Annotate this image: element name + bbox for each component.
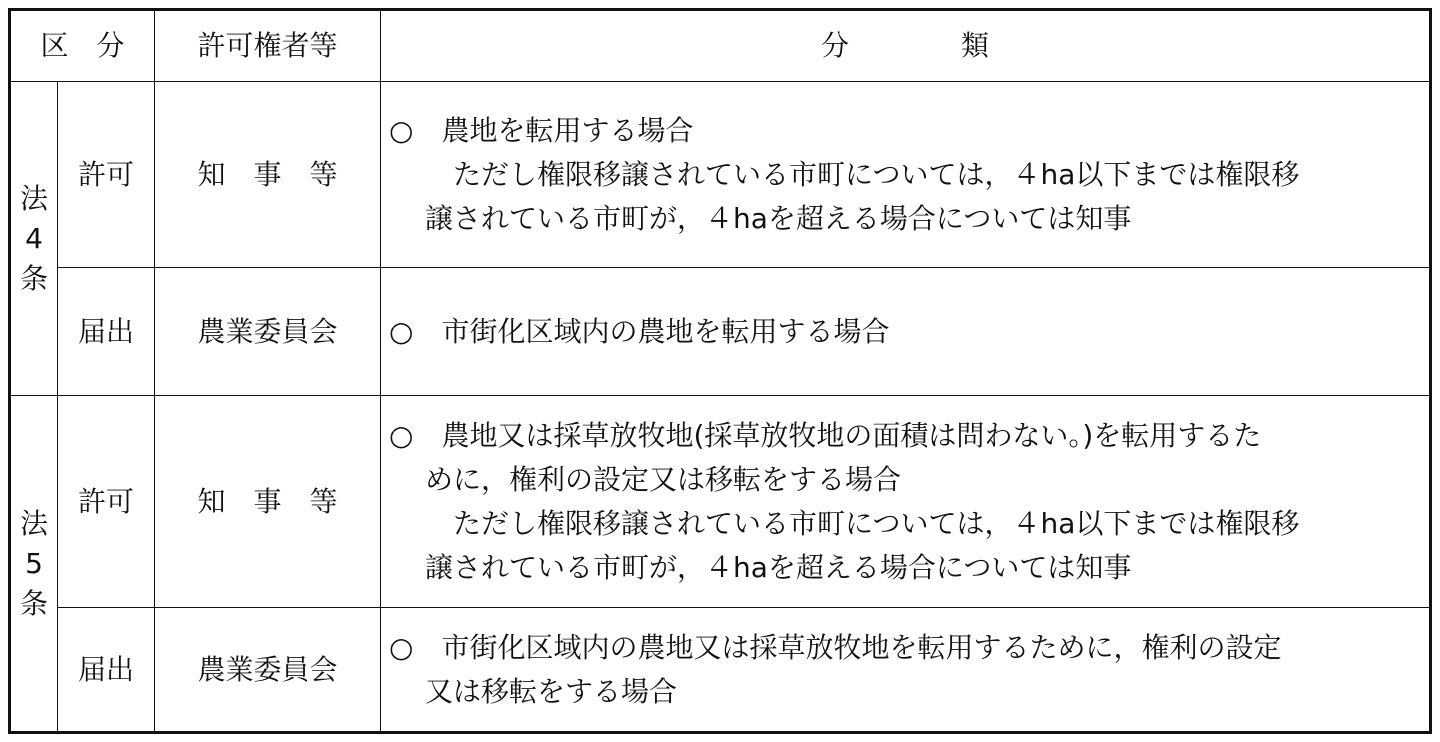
row-authority: 農業委員会: [155, 608, 381, 733]
row-authority: 知 事 等: [155, 82, 381, 268]
description-line: ○ 市街化区域内の農地を転用する場合: [389, 314, 890, 348]
description-line: ○ 市街化区域内の農地又は採草放牧地を転用するために，権利の設定: [389, 630, 1282, 664]
table-row: [10, 268, 1431, 396]
description-line: 又は移転をする場合: [425, 674, 678, 708]
row-type: 許可: [58, 82, 155, 268]
table-row: [10, 82, 1431, 268]
law-char: 法: [19, 181, 48, 215]
header-classification: 分 類: [381, 10, 1431, 82]
description-line: ただし権限移譲されている市町については，４ha以下までは権限移: [453, 506, 1300, 540]
description-line: 譲されている市町が，４haを超える場合については知事: [425, 201, 1132, 235]
header-row: [10, 10, 1431, 82]
law-article-4: [10, 82, 58, 396]
law-char: 4: [25, 221, 43, 255]
table-row: [10, 396, 1431, 608]
law-char: 条: [19, 261, 48, 295]
law-char: 法: [19, 506, 48, 540]
row-description: [381, 608, 1431, 733]
description-line: めに，権利の設定又は移転をする場合: [425, 462, 902, 496]
description-line: ○ 農地を転用する場合: [389, 113, 694, 147]
row-authority: 農業委員会: [155, 268, 381, 396]
header-authority: 許可権者等: [155, 10, 381, 82]
table-row: [10, 608, 1431, 733]
row-type: 許可: [58, 396, 155, 608]
header-kubun: 区 分: [10, 10, 155, 82]
description-line: ただし権限移譲されている市町については，４ha以下までは権限移: [453, 157, 1300, 191]
row-authority: 知 事 等: [155, 396, 381, 608]
row-type: 届出: [58, 268, 155, 396]
description-line: ○ 農地又は採草放牧地(採草放牧地の面積は問わない。)を転用するた: [389, 418, 1262, 452]
law-article-5: [10, 396, 58, 733]
row-description: [381, 82, 1431, 268]
row-description: [381, 268, 1431, 396]
row-description: [381, 396, 1431, 608]
law-char: 5: [25, 546, 43, 580]
classification-table: [8, 8, 1432, 734]
row-type: 届出: [58, 608, 155, 733]
description-line: 譲されている市町が，４haを超える場合については知事: [425, 550, 1132, 584]
law-char: 条: [19, 586, 48, 620]
